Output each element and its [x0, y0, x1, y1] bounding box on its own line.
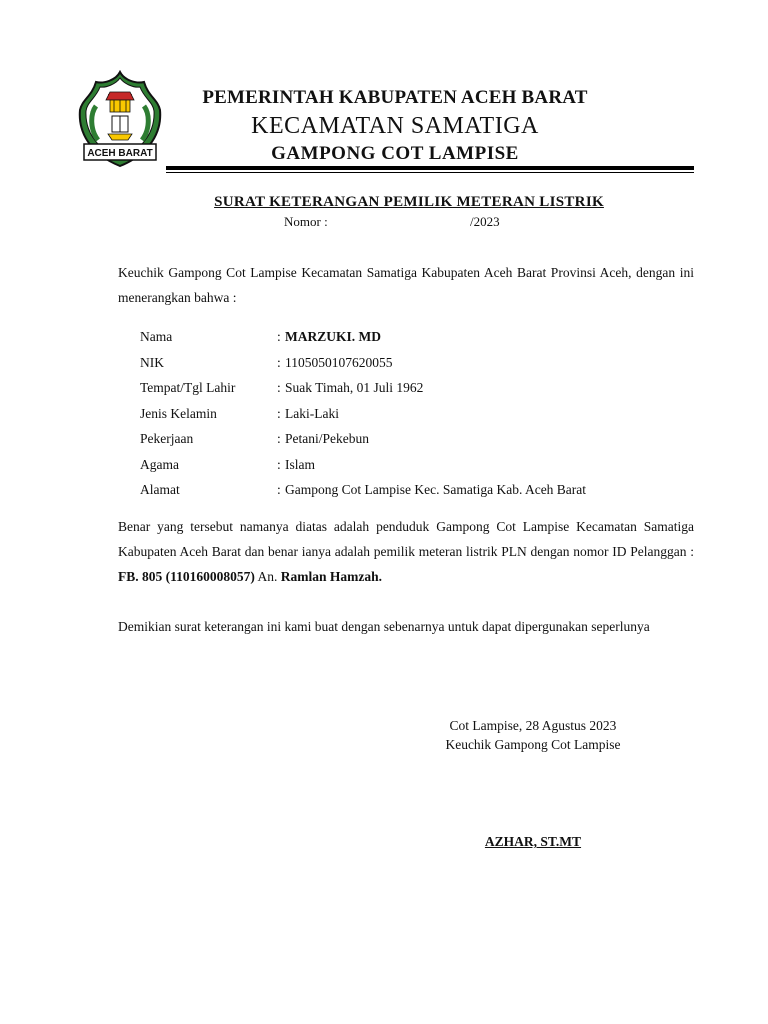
field-separator: : — [277, 431, 281, 446]
aceh-barat-emblem — [78, 70, 162, 168]
document-number-label: Nomor : — [284, 214, 328, 229]
field-value: Laki-Laki — [285, 405, 339, 421]
emblem-text: ACEH BARAT — [87, 148, 153, 159]
field-row — [140, 426, 586, 452]
field-label: Agama — [140, 456, 179, 472]
letterhead-village: GAMPONG COT LAMPISE — [271, 143, 519, 164]
field-row — [140, 324, 586, 350]
letterhead-district: KECAMATAN SAMATIGA — [251, 113, 539, 139]
field-row — [140, 401, 586, 427]
field-value: 1105050107620055 — [285, 354, 393, 370]
field-label: Tempat/Tgl Lahir — [140, 380, 236, 395]
field-row — [140, 477, 586, 503]
closing-paragraph: Demikian surat keterangan ini kami buat dengan sebenarnya untuk dapat dipergunakan seperlunya — [118, 619, 650, 634]
field-separator: : — [277, 329, 281, 344]
letterhead — [170, 84, 620, 168]
identity-fields — [140, 324, 586, 503]
field-label: Jenis Kelamin — [140, 405, 217, 421]
letterhead-government: PEMERINTAH KABUPATEN ACEH BARAT — [202, 87, 588, 108]
field-label: Nama — [140, 329, 173, 344]
field-row — [140, 350, 586, 376]
field-value: Gampong Cot Lampise Kec. Samatiga Kab. Aceh Barat — [285, 482, 587, 497]
field-value: Petani/Pekebun — [285, 431, 369, 446]
field-label: NIK — [140, 354, 164, 370]
field-separator: : — [277, 482, 281, 497]
statement-paragraph — [118, 514, 694, 589]
meter-owner-name: Ramlan Hamzah. — [280, 569, 383, 584]
field-label: Pekerjaan — [140, 431, 194, 446]
document-number-year: /2023 — [470, 214, 500, 229]
field-row — [140, 452, 586, 478]
field-value: Suak Timah, 01 Juli 1962 — [285, 380, 424, 395]
field-separator: : — [277, 380, 281, 395]
field-row — [140, 375, 586, 401]
document-number — [284, 214, 544, 230]
statement-text: Benar yang tersebut namanya diatas adalah penduduk Gampong Cot Lampise Kecamatan Samatiga Kabupaten Aceh Barat dan benar ianya adalah pemilik meteran listrik PLN dengan nomor ID Pelanggan : — [118, 519, 694, 559]
document-title: SURAT KETERANGAN PEMILIK METERAN LISTRIK — [214, 194, 604, 210]
field-value: Islam — [285, 456, 315, 472]
signature-block — [420, 716, 646, 754]
letterhead-divider-thick — [166, 166, 694, 170]
an-label: An. — [257, 569, 278, 584]
signature-position: Keuchik Gampong Cot Lampise — [445, 737, 621, 752]
field-separator: : — [277, 354, 281, 370]
letterhead-divider-thin — [166, 172, 694, 173]
field-separator: : — [277, 405, 281, 421]
field-value-name: MARZUKI. MD — [285, 329, 381, 344]
signer-name: AZHAR, ST.MT — [484, 834, 582, 849]
field-label: Alamat — [140, 482, 180, 497]
intro-paragraph: Keuchik Gampong Cot Lampise Kecamatan Samatiga Kabupaten Aceh Barat Provinsi Aceh, dengan ini menerangkan bahwa : — [118, 265, 694, 305]
field-separator: : — [277, 456, 281, 472]
meter-id: FB. 805 (110160008057) — [118, 569, 255, 584]
signature-place-date: Cot Lampise, 28 Agustus 2023 — [449, 718, 617, 733]
